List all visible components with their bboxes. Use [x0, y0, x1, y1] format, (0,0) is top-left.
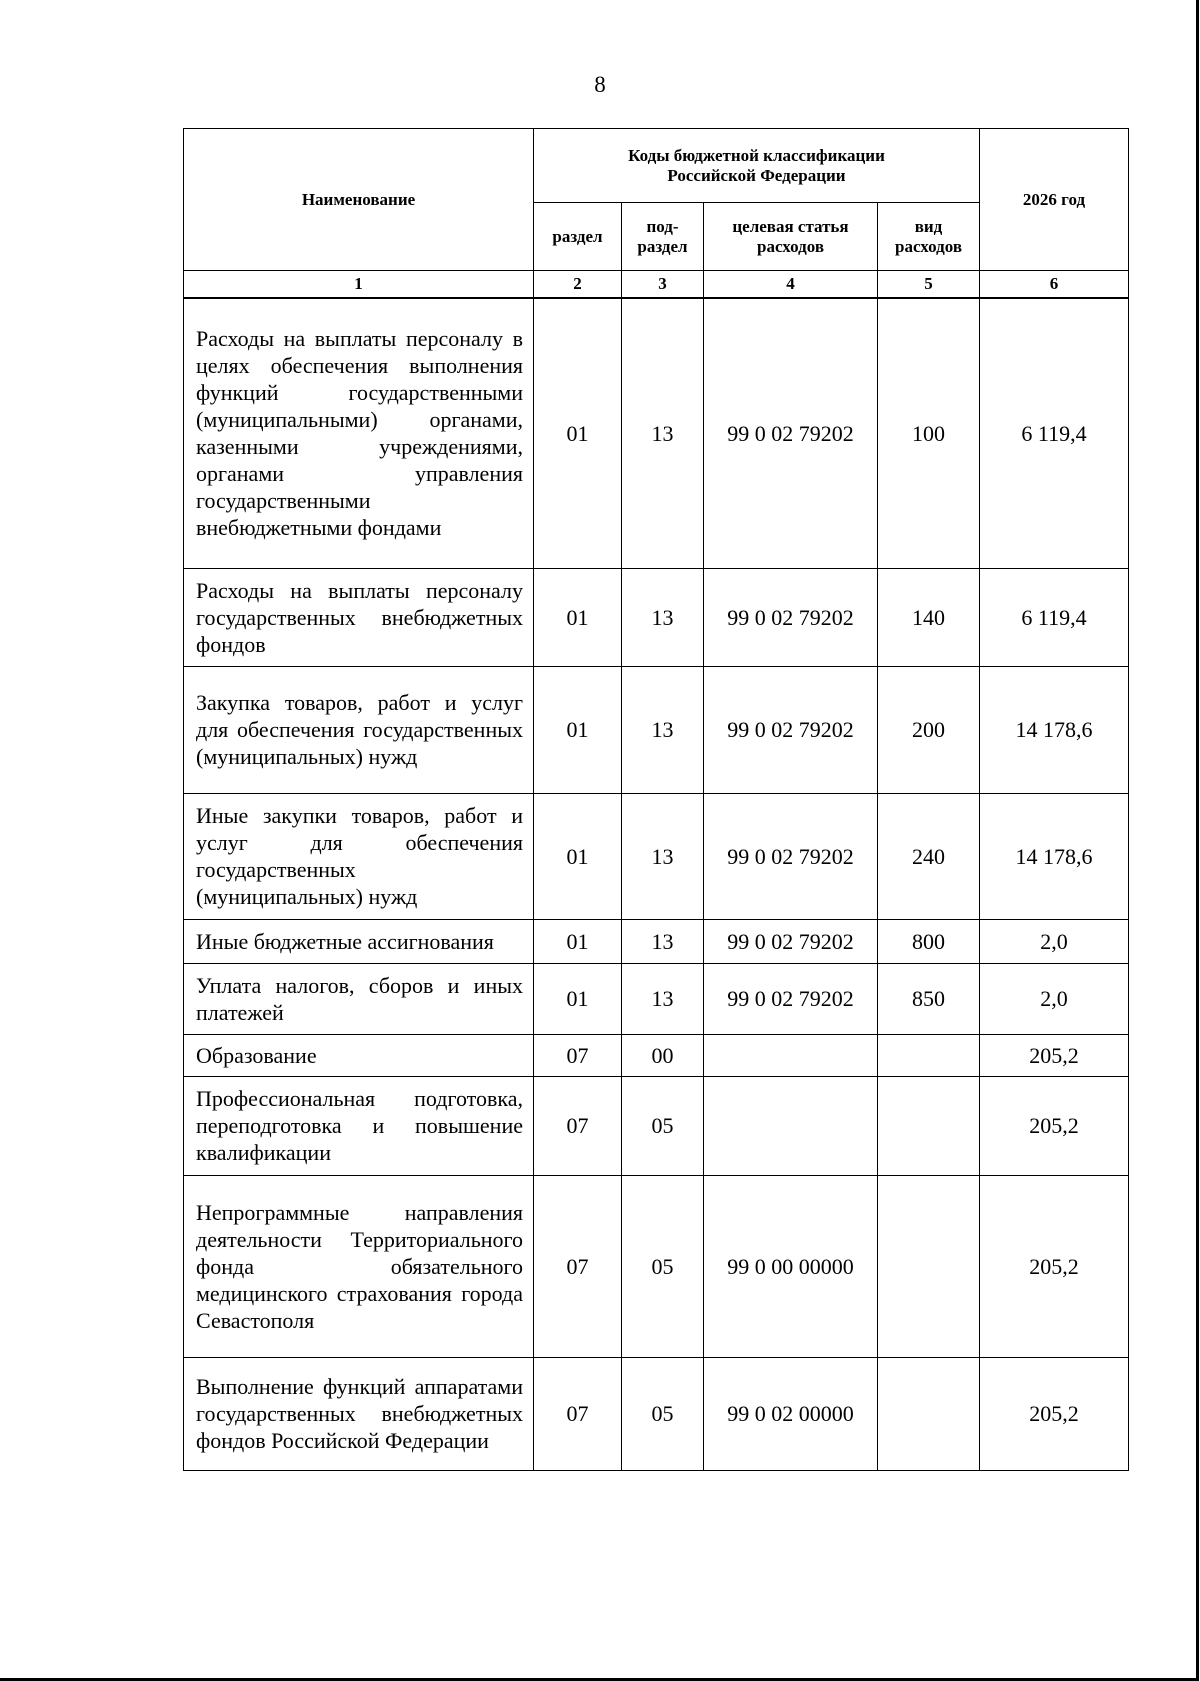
row-amount: 6 119,4: [980, 568, 1129, 666]
table-row: [184, 919, 1129, 963]
row-name: Закупка товаров, работ и услуг для обеспечения государственных (муниципальных) нужд: [184, 666, 534, 793]
row-amount: 205,2: [980, 1034, 1129, 1076]
table-row: [184, 1357, 1129, 1470]
column-number: 3: [622, 271, 704, 299]
table-row: [184, 298, 1129, 568]
row-name: Иные бюджетные ассигнования: [184, 919, 534, 963]
row-subsection: 13: [622, 666, 704, 793]
row-subsection: 00: [622, 1034, 704, 1076]
row-section: 07: [534, 1034, 622, 1076]
row-expense-type: 140: [878, 568, 980, 666]
header-target-item-text: целевая статья расходов: [732, 216, 849, 256]
row-name: Уплата налогов, сборов и иных платежей: [184, 963, 534, 1034]
row-name: Расходы на выплаты персоналу в целях обеспечения выполнения функций государственными (муниципальными) органами, казенными учреждениями, органами управления государственными внебюджетными фондами: [184, 298, 534, 568]
row-section: 01: [534, 568, 622, 666]
row-target: 99 0 00 00000: [704, 1175, 878, 1357]
row-section: 01: [534, 666, 622, 793]
row-amount: 205,2: [980, 1175, 1129, 1357]
header-subsection: под- раздел: [622, 203, 704, 271]
row-target: [704, 1034, 878, 1076]
row-subsection: 13: [622, 919, 704, 963]
column-number-row: [184, 271, 1129, 299]
row-target: 99 0 02 00000: [704, 1357, 878, 1470]
row-expense-type: [878, 1034, 980, 1076]
page-number: 8: [594, 72, 606, 97]
header-expense-type: [878, 203, 980, 271]
row-subsection: 05: [622, 1357, 704, 1470]
row-subsection: 13: [622, 568, 704, 666]
row-expense-type: [878, 1175, 980, 1357]
row-name: Расходы на выплаты персоналу государственных внебюджетных фондов: [184, 568, 534, 666]
row-name: Образование: [184, 1034, 534, 1076]
header-target-item: [704, 203, 878, 271]
header-name: Наименование: [184, 129, 534, 271]
row-section: 07: [534, 1357, 622, 1470]
row-amount: 205,2: [980, 1076, 1129, 1175]
row-section: 01: [534, 919, 622, 963]
row-section: 07: [534, 1175, 622, 1357]
row-section: 07: [534, 1076, 622, 1175]
row-name: Иные закупки товаров, работ и услуг для обеспечения государственных (муниципальных) нужд: [184, 793, 534, 919]
row-target: 99 0 02 79202: [704, 666, 878, 793]
row-section: 01: [534, 793, 622, 919]
row-expense-type: 240: [878, 793, 980, 919]
header-expense-type-text: вид расходов: [895, 216, 962, 256]
row-name: Профессиональная подготовка, переподготовка и повышение квалификации: [184, 1076, 534, 1175]
row-subsection: 13: [622, 298, 704, 568]
row-amount: 2,0: [980, 919, 1129, 963]
row-expense-type: 800: [878, 919, 980, 963]
row-subsection: 13: [622, 963, 704, 1034]
column-number: 4: [704, 271, 878, 299]
row-target: 99 0 02 79202: [704, 963, 878, 1034]
row-target: 99 0 02 79202: [704, 793, 878, 919]
row-target: 99 0 02 79202: [704, 919, 878, 963]
row-target: 99 0 02 79202: [704, 298, 878, 568]
column-number: 6: [980, 271, 1129, 299]
row-section: 01: [534, 298, 622, 568]
row-amount: 2,0: [980, 963, 1129, 1034]
table-row: [184, 963, 1129, 1034]
row-subsection: 05: [622, 1076, 704, 1175]
header-year: 2026 год: [980, 129, 1129, 271]
row-expense-type: [878, 1076, 980, 1175]
table-row: [184, 1076, 1129, 1175]
column-number: 1: [184, 271, 534, 299]
row-amount: 14 178,6: [980, 793, 1129, 919]
row-amount: 14 178,6: [980, 666, 1129, 793]
row-expense-type: 100: [878, 298, 980, 568]
header-codes-group: [534, 129, 980, 203]
row-expense-type: 200: [878, 666, 980, 793]
header-codes-group-text: Коды бюджетной классификации Российской Федерации: [628, 145, 885, 185]
row-target: 99 0 02 79202: [704, 568, 878, 666]
row-target: [704, 1076, 878, 1175]
row-name: Выполнение функций аппаратами государственных внебюджетных фондов Российской Федерации: [184, 1357, 534, 1470]
table-row: [184, 666, 1129, 793]
table-row: [184, 793, 1129, 919]
row-name: Непрограммные направления деятельности Территориального фонда обязательного медицинского страхования города Севастополя: [184, 1175, 534, 1357]
table-row: [184, 1034, 1129, 1076]
row-subsection: 13: [622, 793, 704, 919]
budget-table: [183, 128, 1129, 1471]
row-amount: 6 119,4: [980, 298, 1129, 568]
row-expense-type: [878, 1357, 980, 1470]
header-section: раздел: [534, 203, 622, 271]
row-amount: 205,2: [980, 1357, 1129, 1470]
column-number: 2: [534, 271, 622, 299]
table-row: [184, 1175, 1129, 1357]
table-row: [184, 568, 1129, 666]
column-number: 5: [878, 271, 980, 299]
row-expense-type: 850: [878, 963, 980, 1034]
row-subsection: 05: [622, 1175, 704, 1357]
row-section: 01: [534, 963, 622, 1034]
